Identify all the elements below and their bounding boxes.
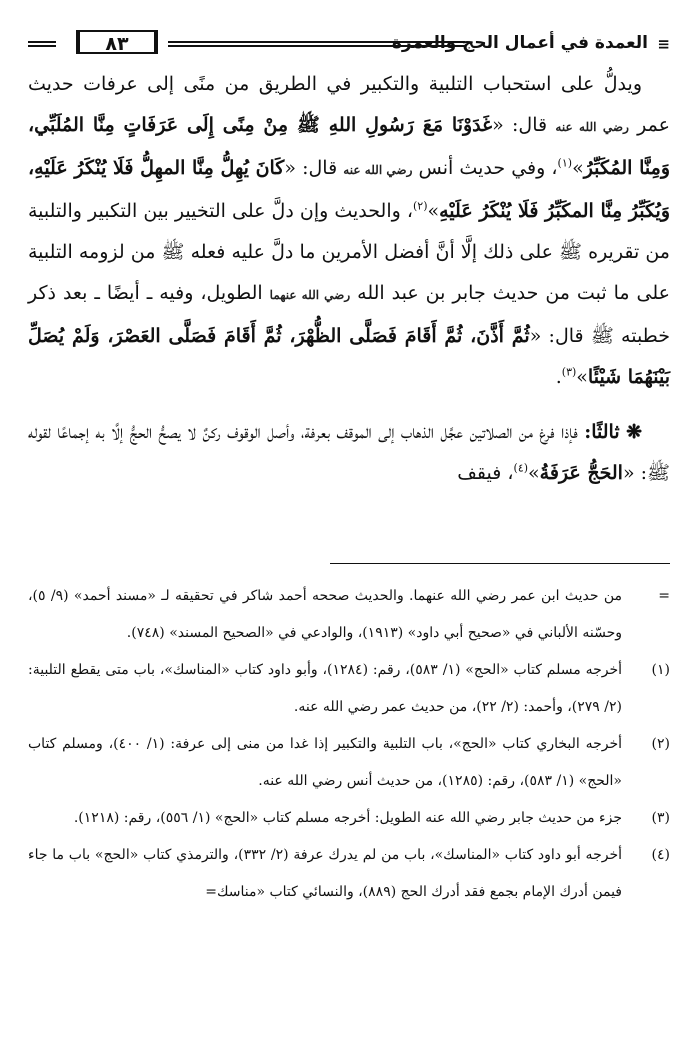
page-number: ٨٣ — [76, 30, 158, 54]
footnote-ref-4[interactable]: (٤) — [513, 461, 529, 475]
header-rule — [168, 41, 465, 47]
header-rule-left — [28, 41, 56, 47]
main-text — [28, 64, 670, 494]
hadith-quote: ثُمَّ أَذَّنَ، ثُمَّ أَقَامَ فَصَلَّى الظُّهْرَ، ثُمَّ أَقَامَ فَصَلَّى العَصْرَ، وَلَمْ يُصَلِّ بَيْنَهُمَا شَيْئًا — [28, 325, 670, 388]
honorific: رضي الله عنهما — [269, 288, 351, 302]
continues-mark: = — [205, 884, 217, 900]
text-run: » — [576, 366, 588, 388]
paragraph-2 — [28, 412, 670, 494]
honorific: رضي الله عنه — [555, 120, 629, 134]
footnote-ref-1[interactable]: (١) — [557, 156, 573, 170]
footnote-text: أخرجه البخاري كتاب «الحج»، باب التلبية والتكبير إذا غدا من منى إلى عرفة: (١/ ٤٠٠)، ومسلم كتاب «الحج» (١/ ٥٨٣)، رقم: (١٢٨٥)، من حديث أنس رضي الله عنه. — [28, 736, 623, 789]
text-run: فإذا فرغ من الصلاتين عجَّل الذهاب إلى الموقف بعرفة، وأصل الوقوف ركنٌ لا يصحُّ الحجُّ إلَّا به إجماعًا لقوله ﷺ: « — [28, 421, 670, 484]
paragraph-1 — [28, 64, 670, 398]
footnotes — [28, 578, 670, 911]
footnote-number: (٣) — [651, 810, 670, 826]
running-header — [28, 30, 670, 58]
text-run: ، فيقف — [457, 462, 514, 484]
footnote-4 — [28, 837, 670, 911]
footnote-2 — [28, 726, 670, 800]
text-run: ، وفي حديث أنس — [412, 157, 558, 179]
text-run: ، والحديث وإن دلَّ على التخيير بين التكبير والتلبية من تقريره ﷺ على ذلك إلَّا أنَّ أفضل الأمرين ما دلَّ عليه فعله ﷺ من لزومه التلبية على ما ثبت من حديث جابر بن عبد الله — [28, 200, 670, 304]
hadith-quote: الحَجُّ عَرَفَةُ — [539, 462, 623, 484]
footnote-number: (٢) — [651, 736, 670, 752]
text-run: قال: « — [284, 157, 344, 179]
text-run: قال: « — [492, 114, 556, 136]
hadith-quote: غَدَوْنَا مَعَ رَسُولِ اللهِ ﷺ مِنْ مِنًى إِلَى عَرَفَاتٍ مِنَّا المُلَبِّي، وَمِنَّا المُكَبِّرُ — [28, 114, 671, 179]
footnote-3 — [28, 800, 670, 837]
paragraph-gap — [28, 398, 670, 412]
footnote-ref-2[interactable]: (٢) — [412, 199, 428, 213]
footnote-continuation — [28, 578, 670, 652]
footnote-text: أخرجه أبو داود كتاب «المناسك»، باب من لم يدرك عرفة (٢/ ٣٣٢)، والترمذي كتاب «الحج» باب ما جاء فيمن أدرك الإمام بجمع فقد أدرك الحج (٨٨٩)، والنسائي كتاب «مناسك — [28, 847, 622, 900]
text-run: ويدلُّ على استحباب التلبية والتكبير في الطريق من منًى إلى عرفات حديث عمر — [28, 73, 670, 136]
continuation-mark: = — [658, 588, 670, 604]
star-icon: ❋ — [626, 421, 642, 443]
text-run: . — [555, 366, 562, 388]
text-run: الطويل، وفيه ـ أيضًا ـ بعد ذكر خطبته ﷺ قال: « — [28, 282, 671, 347]
footnote-text: من حديث ابن عمر رضي الله عنهما. والحديث صححه أحمد شاكر في تحقيقه لـ «مسند أحمد» (٩/ ٥)، وحسّنه الألباني في «صحيح أبي داود» (١٩١٣)، والوادعي في «الصحيح المسند» (٧٤٨). — [28, 588, 622, 641]
footnote-separator — [330, 563, 670, 564]
text-run: » — [427, 200, 440, 222]
text-run: » — [528, 462, 540, 484]
honorific: رضي الله عنه — [343, 163, 413, 177]
footnote-1 — [28, 652, 670, 726]
text-run: » — [572, 157, 584, 179]
header-mark: ≡ — [657, 35, 670, 53]
footnote-text: أخرجه مسلم كتاب «الحج» (١/ ٥٨٣)، رقم: (١٢٨٤)، وأبو داود كتاب «المناسك»، باب متى يقطع التلبية: (٢/ ٢٧٩)، وأحمد: (٢/ ٢٢)، من حديث عمر رضي الله عنه. — [28, 662, 623, 715]
hadith-quote: كَانَ يُهِلُّ مِنَّا المهِلُّ فَلَا يُنْكَرُ عَلَيْهِ، وَيُكَبِّرُ مِنَّا المكَبِّرُ فَلَا يُنْكَرُ عَلَيْهِ — [28, 157, 670, 222]
footnote-number: (١) — [651, 662, 670, 678]
footnote-ref-3[interactable]: (٣) — [561, 365, 577, 379]
section-label: ثالثًا: — [584, 421, 620, 443]
book-title: العمدة في أعمال الحج والعمرة — [391, 33, 648, 53]
footnote-number: (٤) — [651, 847, 670, 863]
footnote-text: جزء من حديث جابر رضي الله عنه الطويل: أخرجه مسلم كتاب «الحج» (١/ ٥٥٦)، رقم: (١٢١٨). — [73, 810, 622, 826]
